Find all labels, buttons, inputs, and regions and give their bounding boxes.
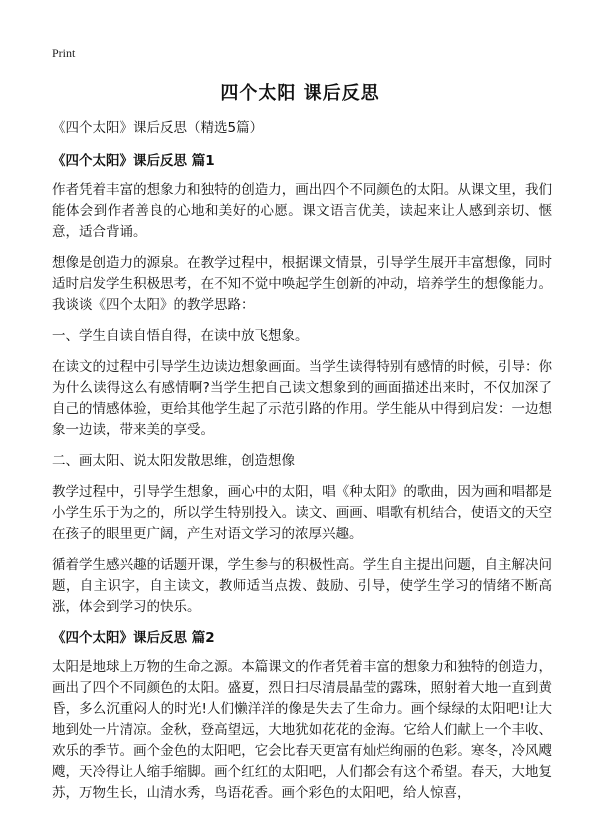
- section-heading: 《四个太阳》课后反思 篇2: [52, 630, 215, 646]
- list-heading: 一、学生自读自悟自得，在读中放飞想象。: [52, 328, 309, 344]
- section-heading: 《四个太阳》课后反思 篇1: [52, 153, 215, 169]
- document-subtitle: 《四个太阳》课后反思（精选5篇）: [52, 120, 264, 136]
- paragraph: 循着学生感兴趣的话题开课，学生参与的积极性高。学生自主提出问题，自主解决问题，自主识字，自主读文，教师适当点拨、鼓励、引导，使学生学习的情绪不断高涨，体会到学习的快乐。: [52, 557, 552, 615]
- document-title: 四个太阳 课后反思: [220, 83, 380, 104]
- paragraph: 太阳是地球上万物的生命之源。本篇课文的作者凭着丰富的想象力和独特的创造力，画出了四个不同颜色的太阳。盛夏，烈日扫尽清晨晶莹的露珠，照射着大地一直到黄昏，多么沉重闷人的时光!人们懒洋洋的像是失去了生命力。画个绿绿的太阳吧!让大地到处一片清凉。金秋，登高望远，大地犹如花花的金海。它给人们献上一个丰收、欢乐的季节。画个金色的太阳吧，它会比春天更富有灿烂绚丽的色彩。寒冬，冷风飕飕，天冷得让人缩手缩脚。画个红红的太阳吧，人们都会有这个希望。春天，大地复苏，万物生长，山清水秀，鸟语花香。画个彩色的太阳吧，给人惊喜，: [52, 659, 552, 801]
- paragraph: 想像是创造力的源泉。在教学过程中，根据课文情景，引导学生展开丰富想像，同时适时启发学生积极思考，在不知不觉中唤起学生创新的冲动，培养学生的想像能力。我谈谈《四个太阳》的教学思路：: [52, 255, 552, 313]
- list-heading: 二、画太阳、说太阳发散思维，创造想像: [52, 453, 295, 469]
- print-label: Print: [52, 46, 76, 60]
- paragraph: 在读文的过程中引导学生边读边想象画面。当学生读得特别有感情的时候，引导：你为什么读得这么有感情啊?当学生把自己读文想象到的画面描述出来时，不仅加深了自己的情感体验，更给其他学生起了示范引路的作用。学生能从中得到启发：一边想象一边读，带来美的享受。: [52, 359, 552, 438]
- document-body: [52, 118, 552, 814]
- paragraph: 作者凭着丰富的想象力和独特的创造力，画出四个不同颜色的太阳。从课文里，我们能体会到作者善良的心地和美好的心愿。课文语言优美，读起来让人感到亲切、惬意，适合背诵。: [52, 182, 552, 240]
- paragraph: 教学过程中，引导学生想象，画心中的太阳，唱《种太阳》的歌曲，因为画和唱都是小学生乐于为之的，所以学生特别投入。读文、画画、唱歌有机结合，使语文的天空在孩子的眼里更广阔，产生对语文学习的浓厚兴趣。: [52, 484, 552, 542]
